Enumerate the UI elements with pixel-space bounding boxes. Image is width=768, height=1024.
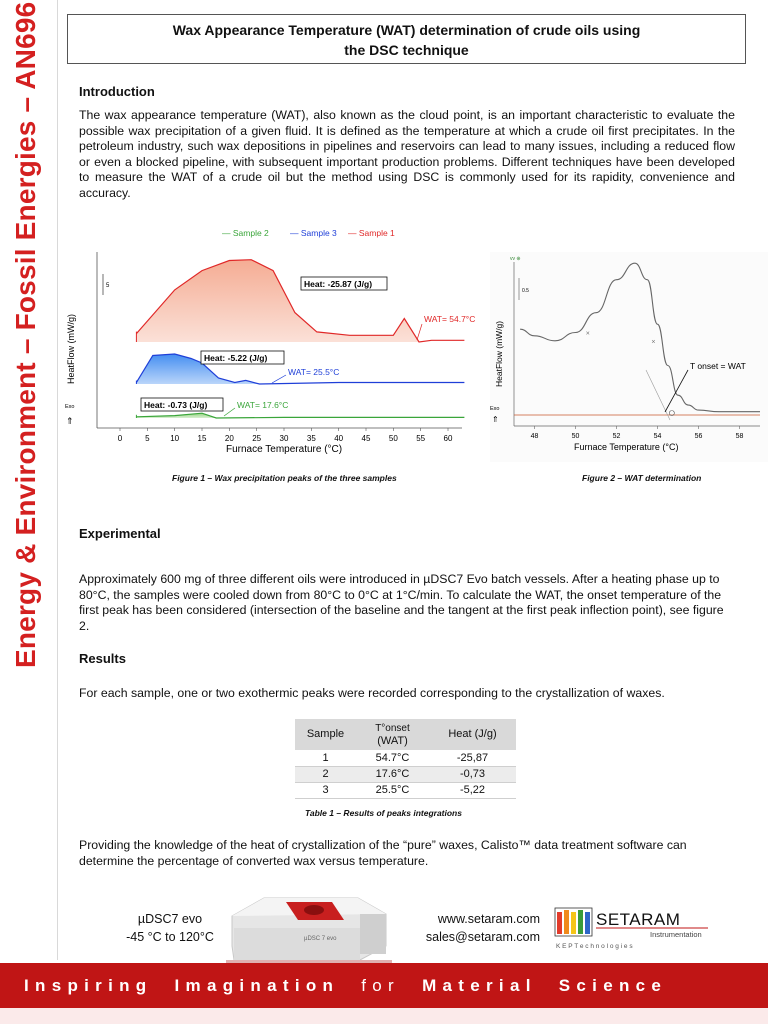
fig1-wat3-label: WAT= 25.5°C — [288, 367, 340, 377]
x-tick-label: 25 — [252, 434, 262, 443]
x-tick-label: 20 — [224, 434, 234, 443]
x-tick-label: 50 — [388, 434, 398, 443]
logo-sub: Instrumentation — [650, 930, 702, 939]
fig2-scale-label: 0.5 — [522, 288, 529, 294]
logo-tagline: K E P T e c h n o l o g i e s — [556, 943, 633, 950]
fig1-wat3-arrow — [272, 375, 286, 383]
divider-line — [57, 0, 58, 960]
fig1-heat3-label: Heat: -5.22 (J/g) — [204, 353, 268, 363]
figure2-chart — [490, 252, 768, 462]
table-header-heat: Heat (J/g) — [429, 719, 516, 750]
table-row — [295, 766, 516, 782]
fig1-xlabel: Furnace Temperature (°C) — [226, 444, 343, 455]
x-tick-label: 50 — [571, 433, 580, 440]
x-tick-label: 10 — [170, 434, 180, 443]
experimental-heading: Experimental — [79, 526, 161, 541]
fig1-wat1-label: WAT= 54.7°C — [424, 314, 476, 324]
table-cell-heat: -5,22 — [429, 782, 516, 798]
fig1-legend-sample1: — Sample 1 — [348, 228, 395, 238]
footer-word-3: for — [361, 976, 401, 995]
fig1-wat1-arrow — [417, 324, 422, 340]
fig1-series — [136, 260, 464, 418]
instrument-badge: µDSC 7 evo — [304, 936, 337, 942]
fig1-wat2-label: WAT= 17.6°C — [237, 400, 289, 410]
table-cell-heat: -25,87 — [429, 750, 516, 766]
contact-block — [404, 910, 540, 946]
results-table — [295, 719, 516, 799]
product-name: µDSC7 evo — [137, 912, 203, 926]
tangent-point-1: × — [585, 330, 590, 338]
x-tick-label: 58 — [735, 433, 744, 440]
fig1-legend-sample3: — Sample 3 — [290, 228, 337, 238]
fig2-annotation: T onset = WAT — [690, 361, 746, 371]
table-cell-tonset: 54.7°C — [356, 750, 429, 766]
experimental-body: Approximately 600 mg of three different oils were introduced in µDSC7 Evo batch vessels. After a heating phase up to 80°C, the samples were cooled down from 80°C to 0°C at 1°C/min. To calculate the WAT, the onset temperature of the first peak has been considered (intersection of the baseline and the tangent at the first peak inflection point), see figure 2. — [79, 572, 724, 633]
x-tick-label: 56 — [694, 433, 703, 440]
figure2-caption: Figure 2 – WAT determination — [582, 473, 702, 483]
footer-word-5: Science — [558, 976, 668, 995]
x-tick-label: 40 — [334, 434, 344, 443]
x-tick-label: 60 — [443, 434, 453, 443]
fig2-exo-label: Exo — [490, 406, 500, 412]
footer-word-2: Imagination — [174, 976, 340, 995]
fig2-ylabel: HeatFlow (mW/g) — [494, 320, 504, 387]
fig2-corner-mark: vv ⊕ — [510, 256, 521, 262]
figure1-chart — [60, 222, 476, 460]
results-body: For each sample, one or two exothermic peaks were recorded corresponding to the crystallization of waxes. — [79, 686, 665, 700]
fig1-heat2-label: Heat: -0.73 (J/g) — [144, 400, 208, 410]
x-tick-label: 30 — [279, 434, 289, 443]
table-cell-tonset: 17.6°C — [356, 766, 429, 782]
series-area-sample1 — [136, 260, 419, 342]
x-tick-label: 52 — [612, 433, 621, 440]
page-title — [67, 14, 746, 64]
table-cell-heat: -0,73 — [429, 766, 516, 782]
logo-brand: SETARAM — [596, 910, 681, 929]
fig1-wat2-arrow — [224, 408, 235, 416]
fig1-legend-sample2: — Sample 2 — [222, 228, 269, 238]
instrument-image — [226, 886, 392, 963]
website-link[interactable]: www.setaram.com — [437, 912, 540, 926]
table-cell-sample: 3 — [295, 782, 356, 798]
footer-banner — [0, 963, 768, 1008]
product-text — [120, 910, 220, 946]
results-closing: Providing the knowledge of the heat of crystallization of the “pure” waxes, Calisto™ data treatment software can determine the percentage of converted wax versus temperature. — [79, 838, 687, 868]
fig2-xlabel: Furnace Temperature (°C) — [574, 442, 679, 452]
table-header-tonset — [356, 719, 429, 750]
x-tick-label: 15 — [197, 434, 207, 443]
fig1-exo-arrow: ⇑ — [66, 416, 74, 426]
fig2-bg — [490, 252, 768, 462]
table-cell-sample: 1 — [295, 750, 356, 766]
title-line-2: the DSC technique — [344, 42, 469, 58]
title-line-1: Wax Appearance Temperature (WAT) determination of crude oils using — [172, 22, 641, 38]
table-cell-tonset: 25.5°C — [356, 782, 429, 798]
footer-word-4: Material — [422, 976, 537, 995]
x-tick-label: 48 — [530, 433, 539, 440]
tangent-point-2: × — [651, 338, 656, 346]
fig1-heat1-label: Heat: -25.87 (J/g) — [304, 279, 373, 289]
x-tick-label: 35 — [306, 434, 316, 443]
email-link[interactable]: sales@setaram.com — [425, 930, 540, 944]
fig1-ticks — [118, 428, 453, 443]
table-header-tonset-main: T°onset — [375, 722, 410, 734]
table-caption: Table 1 – Results of peaks integrations — [305, 808, 462, 818]
table-header-sample: Sample — [295, 719, 356, 750]
table-row — [295, 782, 516, 798]
fig1-scale-label: 5 — [106, 283, 110, 289]
figure1-caption: Figure 1 – Wax precipitation peaks of the three samples — [172, 473, 397, 483]
footer-strip — [0, 1008, 768, 1024]
fig1-exo-label: Exo — [65, 404, 75, 410]
x-tick-label: 54 — [653, 433, 662, 440]
x-tick-label: 55 — [416, 434, 426, 443]
product-range: -45 °C to 120°C — [126, 930, 214, 944]
table-header-row — [295, 719, 516, 750]
x-tick-label: 0 — [117, 434, 123, 443]
intro-body: The wax appearance temperature (WAT), also known as the cloud point, is an important characteristic to evaluate the possible wax precipitation of a given fluid. It is defined as the temperature at which a crude oil first precipitates. In the petroleum industry, such wax depositions in pipelines and reservoirs can lead to many issues, including a reduced flow or even a blocked pipeline, with subsequent important production problems. Different techniques have been developed to measure the WAT of a crude oil but the method using DSC is commonly used for its rapidity, convenience and accuracy. — [79, 108, 735, 200]
x-tick-label: 5 — [145, 434, 150, 443]
company-logo — [554, 906, 712, 952]
table-row — [295, 750, 516, 766]
footer-word-1: Inspiring — [24, 976, 153, 995]
x-tick-label: 45 — [361, 434, 371, 443]
table-cell-sample: 2 — [295, 766, 356, 782]
sidebar-title: Energy & Environment – Fossil Energies – AN696 — [10, 1, 41, 668]
table-header-tonset-sub: (WAT) — [377, 734, 408, 747]
intro-heading: Introduction — [79, 84, 155, 99]
fig2-exo-arrow: ⇑ — [492, 415, 499, 424]
results-heading: Results — [79, 651, 126, 666]
fig1-ylabel: HeatFlow (mW/g) — [66, 313, 76, 384]
